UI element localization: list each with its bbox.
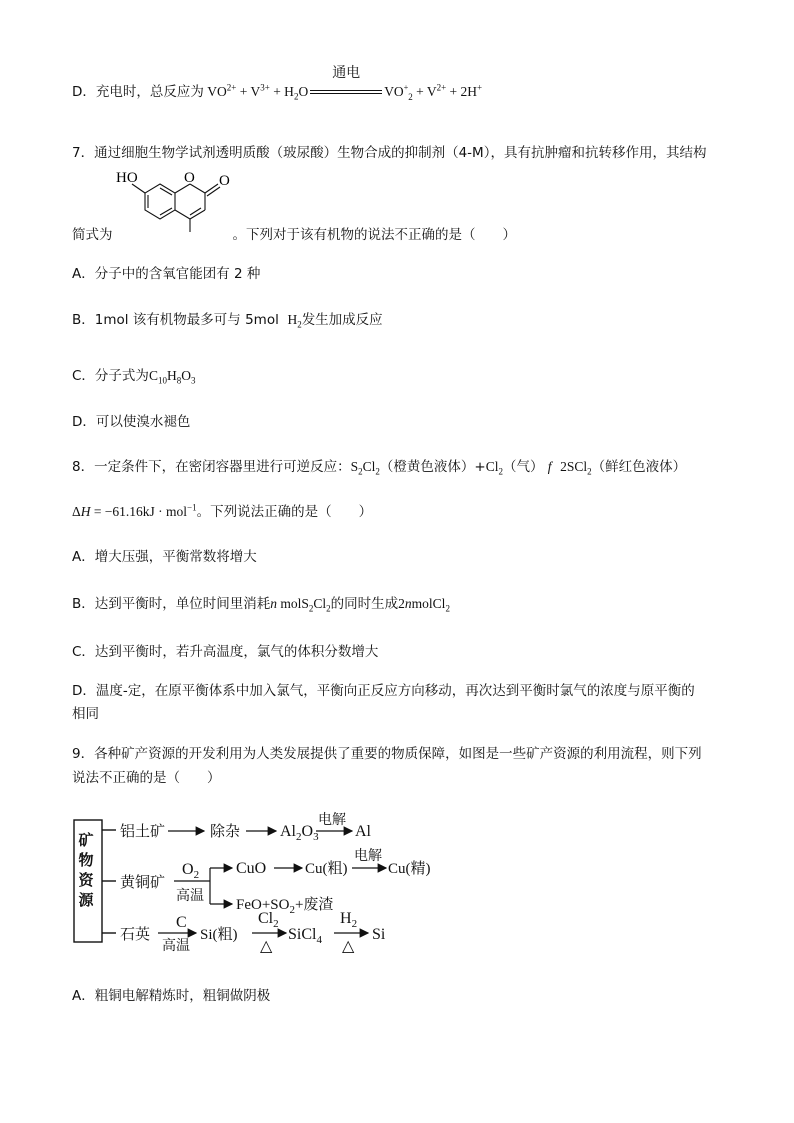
q7-stem-line2 [72,223,516,243]
q8-delta-h: = −61.16kJ · mol [93,504,188,519]
q8-stem-b: （橙黄色液体）+ [379,459,486,475]
q9-r3-cl2: $Cl_2$ [258,910,279,930]
q8-stem-d: 2SCl [560,459,588,474]
q9-r3-c: C [176,914,187,931]
q8-stem: 8．一定条件下，在密闭容器里进行可逆反应：$S_2Cl_2$（橙黄色液体）$+Cl_2$（气） f 2SCl$_2$（鲜红色液体） [72,459,687,477]
q6-option-d-prefix: D．充电时，总反应为 [72,84,204,100]
q9-r3-ore: 石英 [120,927,151,943]
q7-struct-ring-o: O [184,170,195,186]
q6-equation: $VO^{2+} + V^{3+} + H_2O$ 通电 $VO_{+2} + V^{2+} + 2H^+$ [204,84,482,99]
q9-r3-si-crude: Si(粗) [200,927,238,943]
q9-r1-al: Al [355,823,371,840]
q9-r3-cond: 高温 [162,939,190,954]
q9-r2-ore: 黄铜矿 [120,875,166,891]
q9-r2-cuo: CuO [236,860,267,877]
q8-stem-a: 8．一定条件下，在密闭容器里进行可逆反应： [72,459,351,475]
q9-box-label: 矿物资源 [78,831,94,909]
q7-option-c: C．分子式为$C_{10}H_8O_3$ [72,368,196,386]
q8-option-d-line1: D．温度-定，在原平衡体系中加入氯气，平衡向正反应方向移动，再次达到平衡时氯气的浓度与原平衡的 [72,683,695,699]
q7-option-c-a: C．分子式为 [72,368,149,384]
q9-r1-step: 除杂 [210,824,241,840]
q8-option-b: B．达到平衡时，单位时间里消耗n $molS_2Cl_2$的同时生成2nmolCl$_2$ [72,596,450,614]
q9-option-a: A．粗铜电解精炼时，粗铜做阴极 [72,988,271,1004]
q9-r1-ore: 铝土矿 [120,824,166,840]
q7-struct-ho: HO [116,170,138,186]
q7-option-b-a: B．1mol 该有机物最多可与 5mol [72,312,279,328]
q9-stem-line1: 9．各种矿产资源的开发利用为人类发展提供了重要的物质保障，如图是一些矿产资源的利用流程，则下列 [72,746,702,762]
q9-r2-cu-refined: Cu(精) [388,861,431,877]
q9-r3-si: Si [372,926,386,943]
q9-r2-o2: $O_2$ [182,861,200,881]
q8-option-c: C．达到平衡时，若升高温度，氯气的体积分数增大 [72,644,379,660]
q9-stem-line2: 说法不正确的是（ ） [72,770,221,786]
q8-stem-c: （气） [502,459,544,475]
q8-stem-e: （鲜红色液体） [591,459,687,475]
q9-r3-h2: $H_2$ [340,910,358,930]
q6-condition: 通电 [332,65,361,81]
q7-option-d: D．可以使溴水褪色 [72,414,191,430]
q9-r2-cu-crude: Cu(粗) [305,861,348,877]
q9-r1-cond: 电解 [318,813,346,828]
q9-r3-sicl4: SiCl$_4$ [288,926,322,946]
q9-r1-al2o3: $Al_2O_3$ [280,823,319,843]
q9-r3-heat1: △ [260,938,273,954]
q9-r2-products: $FeO+SO_2+$废渣 [236,897,334,916]
q7-option-b-b: 发生加成反应 [301,312,383,328]
q7-stem2-b: 。下列对于该有机物的说法不正确的是（ ） [232,227,516,243]
q9-flow-diagram [72,808,432,954]
q7-option-a: A．分子中的含氧官能团有 2 种 [72,266,261,282]
q7-stem: 7．通过细胞生物学试剂透明质酸（玻尿酸）生物合成的抑制剂（4-M），具有抗肿瘤和抗转移作用，其结构 [72,145,707,161]
q8-option-b-b: 的同时生成 [330,596,399,612]
q9-r2-cond: 高温 [176,889,204,904]
q9-r3-heat2: △ [342,938,355,954]
q9-r2-cond2: 电解 [354,849,382,864]
q7-struct-carbonyl-o: O [219,173,230,189]
q8-option-a: A．增大压强，平衡常数将增大 [72,549,257,565]
q7-stem2-a: 简式为 [72,227,113,243]
q8-stem2: 。下列说法正确的是（ ） [196,504,373,520]
q7-option-b: B．1mol 该有机物最多可与 5mol $H_2$发生加成反应 [72,312,383,330]
q8-option-b-a: B．达到平衡时，单位时间里消耗 [72,596,271,612]
q8-option-d-line2: 相同 [72,706,99,722]
q8-equilibrium-f: f [547,459,552,474]
q8-stem-line2: ΔH = −61.16kJ · mol$^{-1}$。下列说法正确的是（ ） [72,502,373,520]
q6-option-d [72,65,483,102]
